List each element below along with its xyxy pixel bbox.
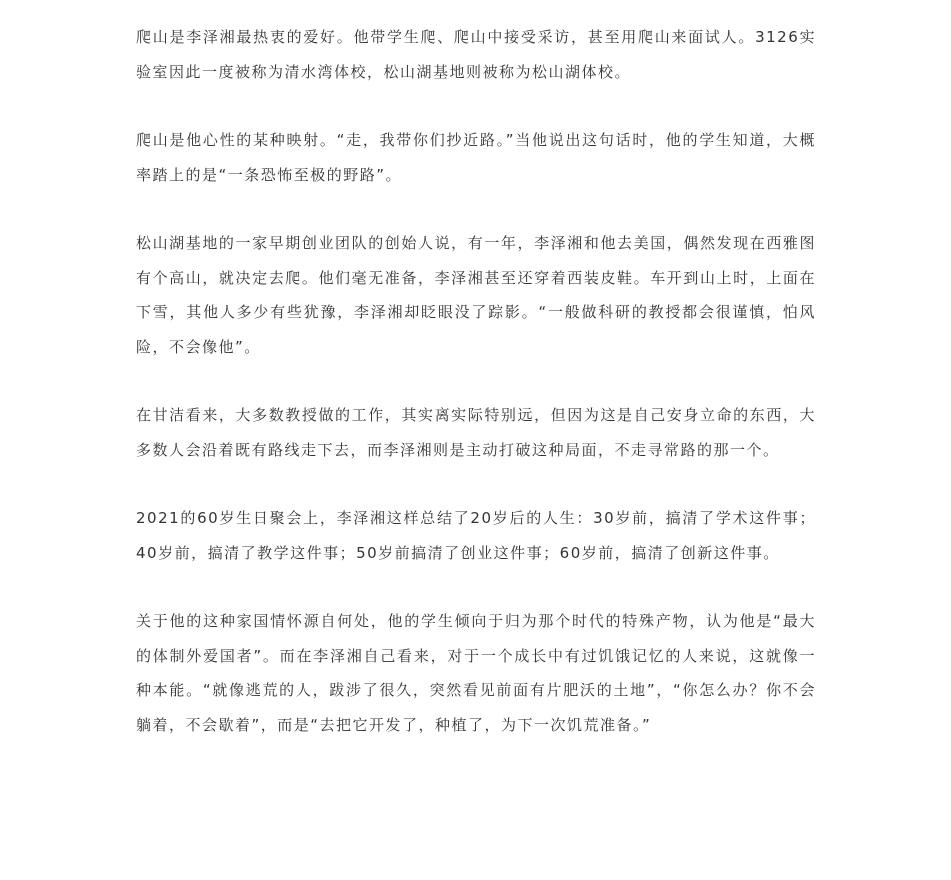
paragraph-shortcut-quote: 爬山是他心性的某种映射。“走，我带你们抄近路。”当他说出这句话时，他的学生知道，大概率踏上的是“一条恐怖至极的野路”。 — [136, 131, 816, 184]
paragraph-patriotism: 关于他的这种家国情怀源自何处，他的学生倾向于归为那个时代的特殊产物，认为他是“最大的体制外爱国者”。而在李泽湘自己看来，对于一个成长中有过饥饿记忆的人来说，这就像一种本能。“就像逃荒的人，跋涉了很久，突然看见前面有片肥沃的土地”，“你怎么办？你不会躺着，不会歇着”，而是“去把它开发了，种植了，为下一次饥荒准备。” — [136, 612, 816, 734]
paragraph-birthday-summary: 2021的60岁生日聚会上，李泽湘这样总结了20岁后的人生：30岁前，搞清了学术这件事；40岁前，搞清了教学这件事；50岁前搞清了创业这件事；60岁前，搞清了创新这件事。 — [136, 509, 816, 562]
paragraph-gan-jie-view: 在甘洁看来，大多数教授做的工作，其实离实际特别远，但因为这是自己安身立命的东西，大多数人会沿着既有路线走下去，而李泽湘则是主动打破这种局面，不走寻常路的那一个。 — [136, 406, 816, 459]
article-body — [136, 20, 816, 776]
paragraph-seattle-story: 松山湖基地的一家早期创业团队的创始人说，有一年，李泽湘和他去美国，偶然发现在西雅图有个高山，就决定去爬。他们毫无准备，李泽湘甚至还穿着西装皮鞋。车开到山上时，上面在下雪，其他人多少有些犹豫，李泽湘却眨眼没了踪影。“一般做科研的教授都会很谨慎，怕风险，不会像他”。 — [136, 234, 816, 356]
paragraph-mountain-hobby: 爬山是李泽湘最热衷的爱好。他带学生爬、爬山中接受采访，甚至用爬山来面试人。3126实验室因此一度被称为清水湾体校，松山湖基地则被称为松山湖体校。 — [136, 28, 816, 81]
